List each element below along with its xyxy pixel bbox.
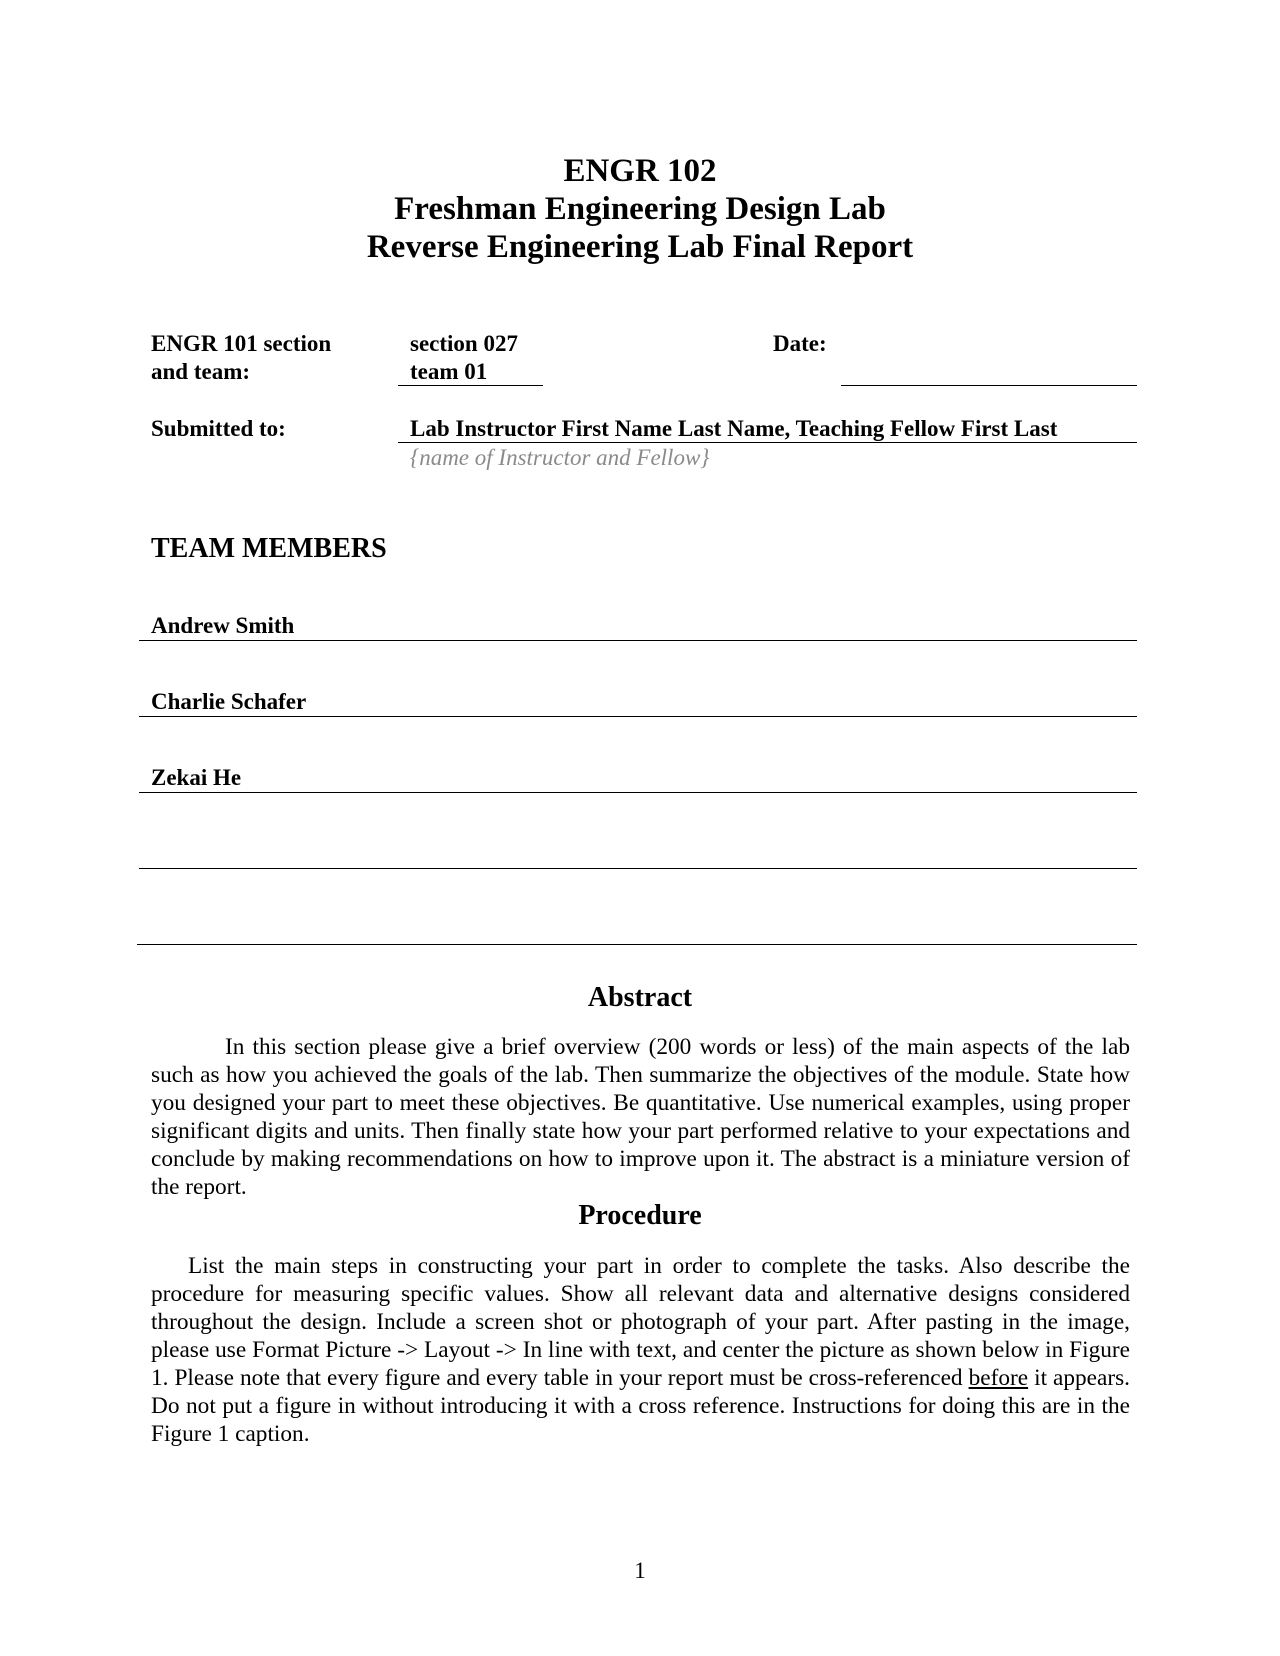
date-field[interactable] — [841, 385, 1137, 386]
lab-title: Freshman Engineering Design Lab — [394, 191, 886, 227]
member-name: Zekai He — [151, 765, 242, 790]
member-line[interactable] — [139, 792, 1137, 793]
member-name: Andrew Smith — [151, 613, 295, 638]
member-line[interactable] — [139, 716, 1137, 717]
course-title: ENGR 102 — [563, 153, 717, 189]
submitted-underline — [398, 442, 1137, 443]
abstract-heading: Abstract — [587, 982, 693, 1013]
team-members-heading: TEAM MEMBERS — [151, 533, 387, 564]
procedure-underlined-word: before — [968, 1365, 1029, 1391]
report-title: Reverse Engineering Lab Final Report — [366, 229, 914, 265]
member-line[interactable] — [139, 868, 1137, 869]
procedure-text-part-1: List the main steps in constructing your part in order to complete the tasks. Also describe the procedure for measuring specific values. Show all relevant data and alternative designs considered throughout the design. Include a screen shot or photograph of your part. After pasting in the image, please use Format Picture -> Layout -> In line with text, and center the picture as shown below in Figure 1. Please note that every figure and every table in your report must be cross-referenced — [151, 1253, 1130, 1391]
section-value: section 027 — [410, 331, 518, 356]
section-label-line-1: ENGR 101 section — [151, 331, 332, 356]
member-line[interactable] — [137, 944, 1137, 945]
member-name: Charlie Schafer — [151, 689, 307, 714]
page-number: 1 — [634, 1558, 646, 1583]
team-underline — [398, 385, 543, 386]
submitted-value: Lab Instructor First Name Last Name, Teaching Fellow First Last — [410, 416, 1058, 441]
section-team-values — [410, 330, 518, 386]
procedure-heading: Procedure — [578, 1200, 702, 1231]
title-block — [0, 152, 1280, 266]
abstract-text: In this section please give a brief overview (200 words or less) of the main aspects of the lab such as how you achieved the goals of the lab. Then summarize the objectives of the module. State how you designed your part to meet these objectives. Be quantitative. Use numerical examples, using proper significant digits and units. Then finally state how your part performed relative to your expectations and conclude by making recommendations on how to improve upon it. The abstract is a miniature version of the report. — [151, 1034, 1130, 1200]
date-label: Date: — [773, 331, 827, 356]
procedure-text — [151, 1252, 1130, 1448]
submitted-hint: {name of Instructor and Fellow} — [410, 445, 710, 470]
section-label-line-2: and team: — [151, 359, 251, 384]
procedure-text-part-2: it appears. Do not put a figure in without introducing it with a cross reference. Instructions for doing this are in the Figure 1 caption. — [151, 1365, 1130, 1447]
submitted-label: Submitted to: — [151, 416, 286, 441]
team-value: team 01 — [410, 359, 488, 384]
member-line[interactable] — [139, 640, 1137, 641]
section-label — [151, 330, 331, 386]
